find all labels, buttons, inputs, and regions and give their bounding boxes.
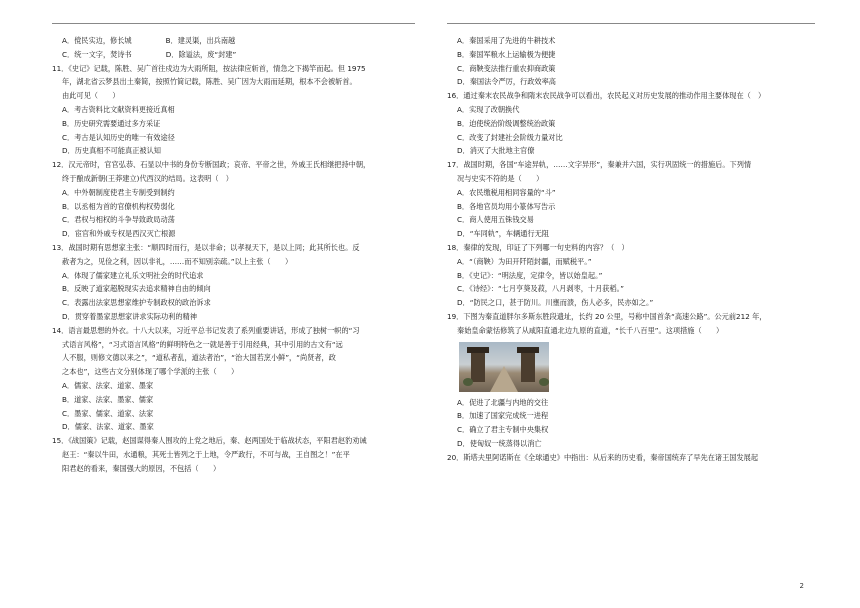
q13-option-d: D．贯穿着墨家思想家讲求实际功利的精神: [62, 311, 197, 321]
q16-option-c: C．改变了封建社会阶级力量对比: [457, 132, 563, 142]
q16-option-d: D．消灭了大批地主官僚: [457, 146, 535, 156]
q12-stem-line1: 12．汉元帝时，官官弘恭、石显以中书的身份专断国政；哀帝、平帝之世，外戚王氏相继把持中朝，: [52, 160, 371, 170]
q19-option-c: C．确立了君主专制中央集权: [457, 425, 549, 435]
question-11: [52, 62, 420, 159]
q14-stem-line4: 之本也”，这些古文分别体现了哪个学派的主张（ ）: [62, 367, 239, 377]
q13-stem-line1: 13．战国时期有思想家主张：“顺四时而行，是以非命；以孝视天下，是以上同；此其所长也。反: [52, 242, 360, 252]
q11-option-b: B．历史研究需要通过多方采证: [62, 118, 161, 128]
q14-option-b: B．道家、法家、墨家、儒家: [62, 394, 154, 404]
header-rule-right: [447, 23, 815, 24]
header-rule-left: [52, 23, 415, 24]
q15-option-d: D．秦国法令严厉，行政效率高: [457, 77, 556, 87]
q17-option-a: A．农民缴税用相同容量的“斗”: [457, 187, 556, 197]
qin-straight-road-photo: [459, 342, 549, 392]
left-column: [52, 34, 420, 476]
q15-stem-line3: 阳君赵的看来，秦国强大的原因，不包括（ ）: [62, 463, 221, 473]
q11-option-a: A．考古资料比文献资料更接近真相: [62, 104, 175, 114]
q19-option-b: B．加速了国家完成统一进程: [457, 411, 549, 421]
q18-option-b: B．《史记》：“明法度，定律令，皆以始皇起。”: [457, 270, 603, 280]
q11-stem-line3: 由此可见（ ）: [62, 91, 120, 101]
q13-option-a: A．体现了儒家建立礼乐文明社会的时代追求: [62, 270, 204, 280]
q15-option-c: C．商鞅变法推行重农抑商政策: [457, 63, 556, 73]
q10-option-a: A．傥民实边，修长城: [62, 36, 132, 45]
q17-option-d: D．“车同轨”，车辆通行无阻: [457, 229, 550, 239]
gate-tower-left: [471, 352, 485, 382]
q18-option-c: C．《诗经》：“七月亨葵及菽，八月剥枣，十月获稻。”: [457, 284, 624, 294]
q13-option-c: C．表露出法家思想家维护专制政权的政治诉求: [62, 298, 211, 308]
q15-stem-line1: 15．《战国策》记载，赵国谋得秦人围攻的上党之地后，秦、赵两国处于临战状态，平阳君赵豹劝诫: [52, 436, 367, 446]
q10-option-c: C．统一文字，焚诗书: [62, 49, 132, 59]
q17-option-c: C．商人使用五铢钱交易: [457, 215, 534, 225]
q11-stem-line1: 11．《史记》记载，陈胜、吴广首往戍边为大雨所阻，按法律应斩首，情急之下揭竿而起。但 1975: [52, 63, 366, 73]
q16-option-a: A．实现了改朝换代: [457, 104, 520, 114]
question-19: [447, 310, 817, 451]
question-16: [447, 89, 817, 158]
q15-option-b: B．秦国军粮水上运输极为便捷: [457, 49, 556, 59]
question-13: [52, 241, 420, 324]
q16-stem-line1: 16．通过秦末农民战争和隋末农民战争可以看出，农民起义对历史发展的推动作用主要体现在（ ）: [447, 91, 766, 101]
q19-stem-line1: 19．下图为秦直道胖尔多斯东胜段遗址，长约 20 公里，号称中国首条“高速公路”。公元前212 年，: [447, 311, 767, 321]
q14-stem-line3: 人不服，则修文德以来之”，“道私者乱，道法者治”，“治大国若烹小鲜”，“尚贤者，政: [62, 353, 336, 363]
q12-option-a: A．中外朝制度使君主专制受到制约: [62, 187, 175, 197]
q19-stem-line2: 秦始皇命蒙恬修筑了从咸阳直通北边九原的直道，“长千八百里”。这项措施（ ）: [457, 325, 724, 335]
question-20: [447, 451, 817, 465]
q17-option-b: B．各地官员均用小篆体写告示: [457, 201, 556, 211]
q11-option-d: D．历史真相不可能真正被认知: [62, 146, 161, 156]
q18-stem-line1: 18．秦律的发现，印证了下列哪一句史料的内容？（ ）: [447, 242, 629, 252]
q12-option-b: B．以丞相为首的官僚机构权势弱化: [62, 201, 175, 211]
q18-option-d: D．“防民之口，甚于防川。川壅而溃，伤人必多，民亦如之。”: [457, 298, 654, 308]
q15-stem-line2: 赵王：“秦以牛田，水通粮，其死士皆列之于上地，令严政行，不可与战，王自图之！”在平: [62, 449, 350, 459]
question-18: [447, 241, 817, 310]
question-17: [447, 158, 817, 241]
q10-option-d: D．除谥法，废“封建”: [165, 49, 237, 59]
q12-option-c: C．君权与相权的斗争导致政局动荡: [62, 215, 175, 225]
question-12: [52, 158, 420, 241]
q14-stem-line1: 14．语言最思想的外衣。十八大以来，习近平总书记发表了系列重要讲话，形成了独树一帜的“习: [52, 325, 360, 335]
q18-option-a: A．“（商鞅）为田开阡陌封疆，而赋税平。”: [457, 256, 592, 266]
tree-shape: [539, 378, 549, 386]
page-number: 2: [799, 582, 804, 590]
q14-option-d: D．儒家、法家、道家、墨家: [62, 422, 154, 432]
q20-stem-line1: 20．斯塔夫里阿诺斯在《全球通史》中指出：从后来的历史看，秦帝国统弃了早先在诸王国发展起: [447, 452, 759, 462]
q14-option-a: A．儒家、法家、道家、墨家: [62, 380, 154, 390]
q10-options: [52, 34, 420, 62]
q19-option-a: A．促进了北疆与内地的交往: [457, 397, 549, 407]
q17-stem-line1: 17．战国时期，各国“车途异轨，……文字异形”，秦兼并六国，实行巩固统一的措施后。下列情: [447, 160, 752, 170]
q13-stem-line2: 赦者为之，见俭之利，因以非礼，……而不知别亲疏。”以上主张（ ）: [62, 256, 293, 266]
q11-stem-line2: 年，湖北省云梦县出土秦简，按照竹简记载，陈胜、吴广因为大雨而延期，根本不会被斩首。: [62, 77, 357, 87]
q13-option-b: B．反映了道家超脱现实去追求精神自由的倾向: [62, 284, 211, 294]
gate-tower-right: [521, 352, 535, 382]
q12-stem-line2: 终于酿成新朝(王莽建立)代西汉的结局。这表明（ ）: [62, 173, 233, 183]
q15-option-a: A．秦国采用了先进的牛耕技术: [457, 36, 556, 45]
q12-option-d: D．宦官和外戚专权是西汉灭亡根源: [62, 229, 176, 239]
q14-stem-line2: 式语言风格”，“习式语言风格”的鲜明特色之一就是善于引用经典，其中引用的古文有“远: [62, 339, 343, 349]
question-14: [52, 324, 420, 434]
right-column: [447, 34, 817, 465]
tree-shape: [463, 378, 473, 386]
q11-option-c: C．考古是认知历史的唯一有效途径: [62, 132, 175, 142]
q14-option-c: C．墨家、儒家、道家、法家: [62, 408, 154, 418]
q17-stem-line2: 况与史实不符的是（ ）: [457, 173, 544, 183]
road-shape: [490, 366, 518, 392]
q15-options: [447, 34, 817, 89]
q19-option-d: D．使匈奴一统蒸得以消亡: [457, 438, 542, 448]
q16-option-b: B．迫使统治阶级调整统治政策: [457, 118, 556, 128]
q10-option-b: B．建灵渠，出兵南越: [165, 36, 236, 45]
question-15: [52, 434, 420, 475]
